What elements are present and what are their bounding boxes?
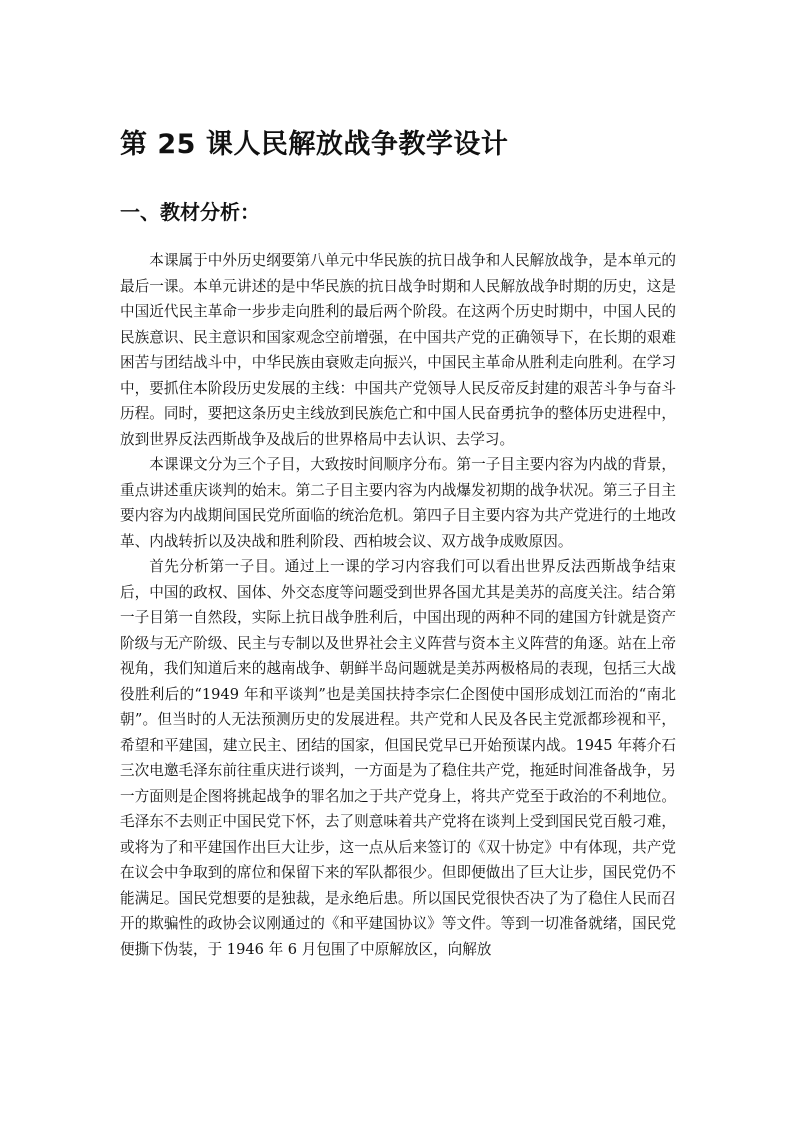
- section-heading: 一、教材分析：: [120, 200, 260, 224]
- paragraph-2: 本课课文分为三个子目，大致按时间顺序分布。第一子目主要内容为内战的背景，重点讲述重庆谈判的始末。第二子目主要内容为内战爆发初期的战争状况。第三子目主要内容为内战期间国民党所面临的统治危机。第四子目主要内容为共产党进行的土地改革、内战转折以及决战和胜利阶段、西柏坡会议、双方战争成败原因。: [120, 456, 676, 550]
- document-title: 第 25 课人民解放战争教学设计: [120, 129, 509, 160]
- body-text: [120, 248, 676, 962]
- paragraph-1: 本课属于中外历史纲要第八单元中华民族的抗日战争和人民解放战争，是本单元的最后一课。本单元讲述的是中华民族的抗日战争时期和人民解放战争时期的历史，这是中国近代民主革命一步步走向胜利的最后两个阶段。在这两个历史时期中，中国人民的民族意识、民主意识和国家观念空前增强，在中国共产党的正确领导下，在长期的艰难困苦与团结战斗中，中华民族由衰败走向振兴，中国民主革命从胜利走向胜利。在学习中，要抓住本阶段历史发展的主线：中国共产党领导人民反帝反封建的艰苦斗争与奋斗历程。同时，要把这条历史主线放到民族危亡和中国人民奋勇抗争的整体历史进程中，放到世界反法西斯战争及战后的世界格局中去认识、去学习。: [120, 252, 676, 448]
- paragraph-3: 首先分析第一子目。通过上一课的学习内容我们可以看出世界反法西斯战争结束后，中国的政权、国体、外交态度等问题受到世界各国尤其是美苏的高度关注。结合第一子目第一自然段，实际上抗日战争胜利后，中国出现的两种不同的建国方针就是资产阶级与无产阶级、民主与专制以及世界社会主义阵营与资本主义阵营的角逐。站在上帝视角，我们知道后来的越南战争、朝鲜半岛问题就是美苏两极格局的表现，包括三大战役胜利后的“1949 年和平谈判”也是美国扶持李宗仁企图使中国形成划江而治的“南北朝”。但当时的人无法预测历史的发展进程。共产党和人民及各民主党派都珍视和平，希望和平建国，建立民主、团结的国家，但国民党早已开始预谋内战。1945 年蒋介石三次电邀毛泽东前往重庆进行谈判，一方面是为了稳住共产党，拖延时间准备战争，另一方面则是企图将挑起战争的罪名加之于共产党身上，将共产党至于政治的不利地位。毛泽东不去则正中国民党下怀，去了则意味着共产党将在谈判上受到国民党百般刁难，或将为了和平建国作出巨大让步，这一点从后来签订的《双十协定》中有体现，共产党在议会中争取到的席位和保留下来的军队都很少。但即便做出了巨大让步，国民党仍不能满足。国民党想要的是独裁，是永绝后患。所以国民党很快否决了为了稳住人民而召开的欺骗性的政协会议刚通过的《和平建国协议》等文件。等到一切准备就绪，国民党便撕下伪装，于 1946 年 6 月包围了中原解放区，向解放: [120, 558, 676, 958]
